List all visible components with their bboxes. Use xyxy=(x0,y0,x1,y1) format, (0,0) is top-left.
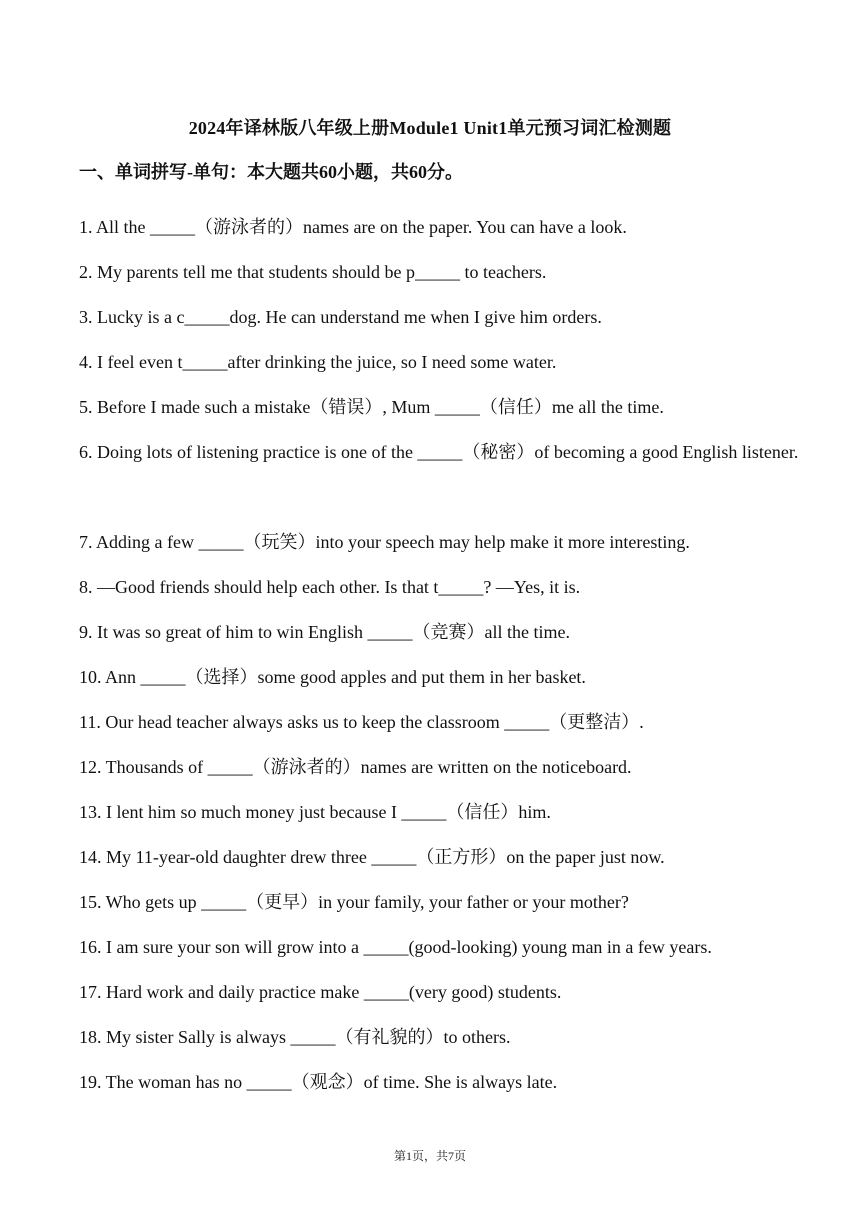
question-item: 15. Who gets up _____（更早）in your family, your father or your mother? xyxy=(79,892,629,912)
section-heading: 一、单词拼写-单句：本大题共60小题，共60分。 xyxy=(79,162,463,182)
question-item: 13. I lent him so much money just because I _____（信任）him. xyxy=(79,802,551,822)
question-item: 17. Hard work and daily practice make _____(very good) students. xyxy=(79,982,562,1002)
question-item: 10. Ann _____（选择）some good apples and put them in her basket. xyxy=(79,667,586,687)
question-item: 2. My parents tell me that students should be p_____ to teachers. xyxy=(79,262,547,282)
question-item: 9. It was so great of him to win English _____（竞赛）all the time. xyxy=(79,622,570,642)
question-item: 11. Our head teacher always asks us to keep the classroom _____（更整洁）. xyxy=(79,712,644,732)
question-item: 12. Thousands of _____（游泳者的）names are written on the noticeboard. xyxy=(79,757,632,777)
question-item: 14. My 11-year-old daughter drew three _____（正方形）on the paper just now. xyxy=(79,847,665,867)
question-item: 16. I am sure your son will grow into a _____(good-looking) young man in a few years. xyxy=(79,937,712,957)
question-item: 8. —Good friends should help each other. Is that t_____? —Yes, it is. xyxy=(79,577,581,597)
question-item: 18. My sister Sally is always _____（有礼貌的）to others. xyxy=(79,1027,511,1047)
question-item: 1. All the _____（游泳者的）names are on the paper. You can have a look. xyxy=(79,217,627,237)
page-footer: 第1页，共7页 xyxy=(393,1149,466,1163)
document-title: 2024年译林版八年级上册Module1 Unit1单元预习词汇检测题 xyxy=(188,118,672,138)
question-list xyxy=(79,205,799,1105)
question-item: 6. Doing lots of listening practice is one of the _____（秘密）of becoming a good English listener. xyxy=(79,442,799,462)
question-item: 4. I feel even t_____after drinking the juice, so I need some water. xyxy=(79,352,557,372)
question-item: 19. The woman has no _____（观念）of time. She is always late. xyxy=(79,1072,558,1092)
question-item: 7. Adding a few _____（玩笑）into your speech may help make it more interesting. xyxy=(79,532,690,552)
question-item: 5. Before I made such a mistake（错误）, Mum _____（信任）me all the time. xyxy=(79,397,664,417)
question-item: 3. Lucky is a c_____dog. He can understand me when I give him orders. xyxy=(79,307,602,327)
